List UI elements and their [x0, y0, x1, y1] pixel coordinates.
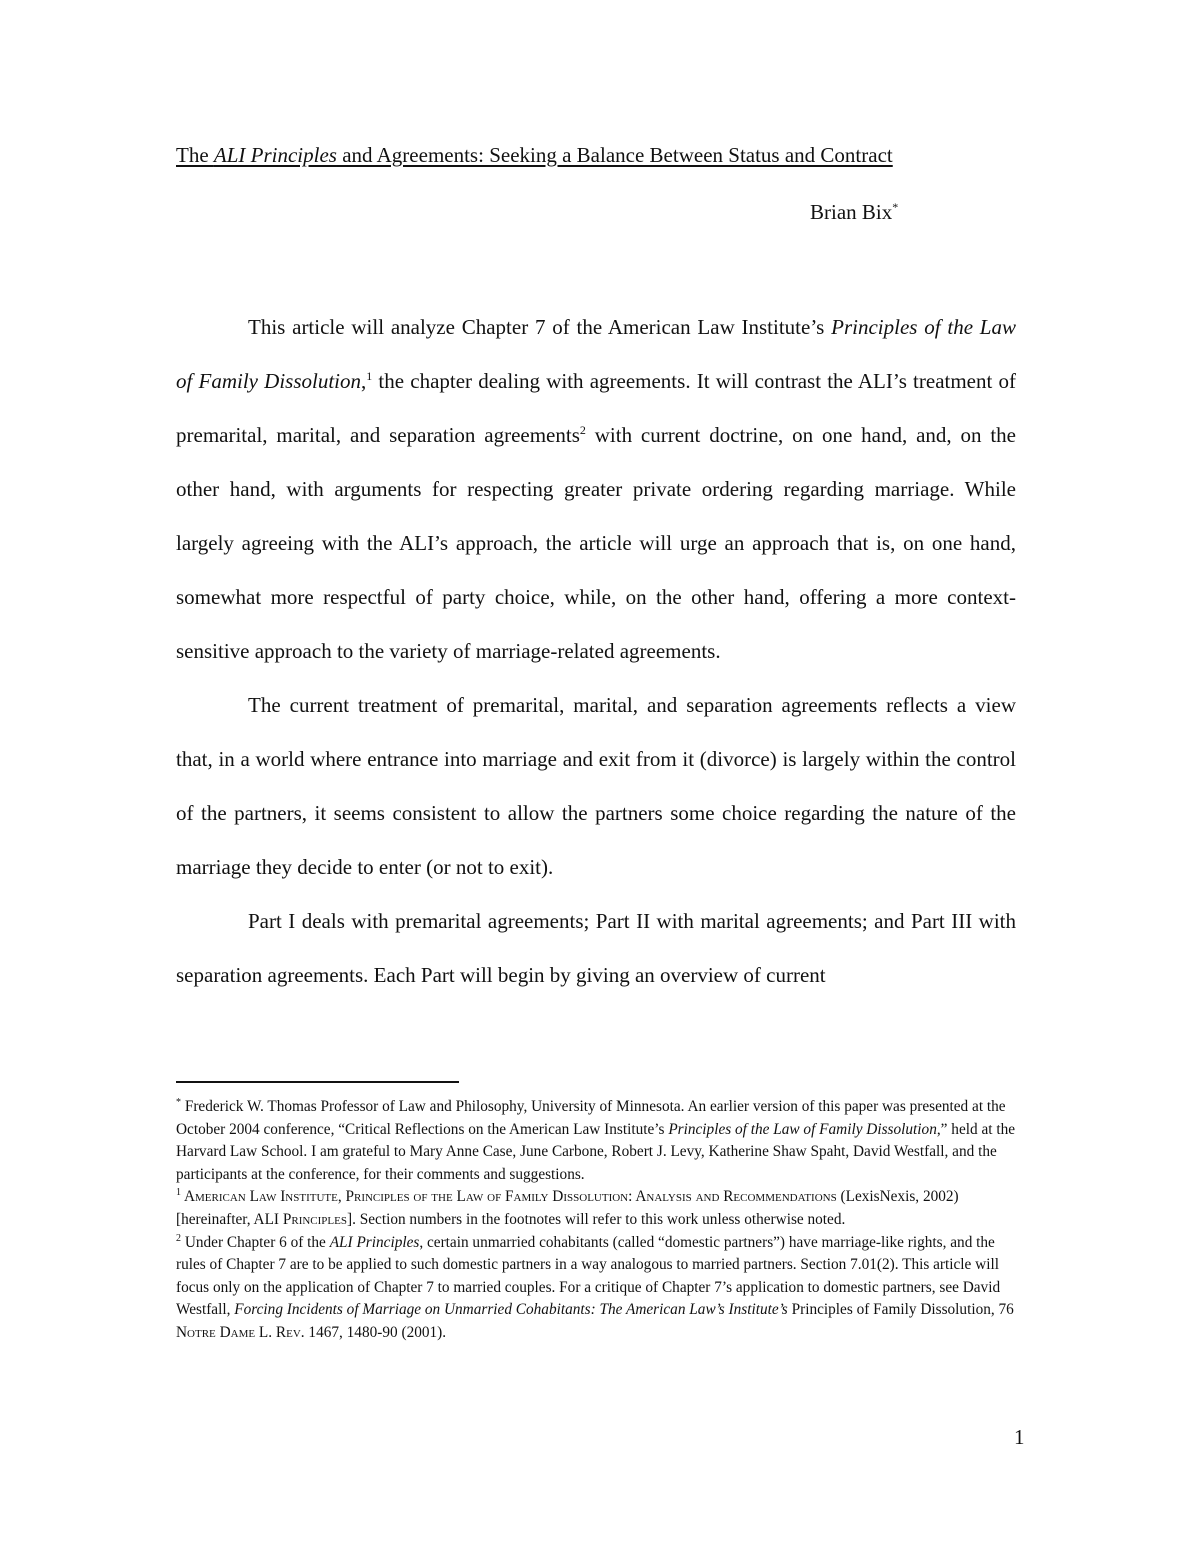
- title-suffix: and Agreements: Seeking a Balance Between Status and Contract: [336, 143, 893, 167]
- footnote-star-marker: *: [176, 1096, 181, 1108]
- author-line: [810, 198, 898, 226]
- footnote-star: * Frederick W. Thomas Professor of Law and Philosophy, University of Minnesota. An earlier version of this paper was presented at the October 2004 conference, “Critical Reflections on the American Law Institute’s Principles of the Law of Family Dissolution,” held at the Harvard Law School. I am grateful to Mary Anne Case, June Carbone, Robert J. Levy, Katherine Shaw Spaht, David Westfall, and the participants at the conference, for their comments and suggestions.: [176, 1096, 1016, 1183]
- footnote-ref-1[interactable]: 1: [366, 369, 373, 383]
- title-prefix: The: [176, 143, 214, 167]
- paragraph-2: The current treatment of premarital, marital, and separation agreements reflects a view that, in a world where entrance into marriage and exit from it (divorce) is largely within the control of the partners, it seems consistent to allow the partners some choice regarding the nature of the marriage they decide to enter (or not to exit).: [176, 693, 1016, 879]
- author-name: Brian Bix: [810, 200, 893, 224]
- footnotes: [176, 1096, 1024, 1345]
- title-italic: ALI Principles: [213, 143, 337, 167]
- body-text: [176, 300, 1016, 1002]
- footnote-1-marker: 1: [176, 1187, 181, 1199]
- footnote-2: $^2$ Under Chapter 6 of the ALI Principles, certain unmarried cohabitants (called “domestic partners”) have marriage-like rights, and the rules of Chapter 7 are to be applied to such domestic partners in a way analogous to married partners. Section 7.01(2). This article will focus only on the application of Chapter 7 to married couples. For a critique of Chapter 7’s application to domestic partners, see David Westfall, Forcing Incidents of Marriage on Unmarried Cohabitants: The American Law’s Institute’s Principles of Family Dissolution, 76 Notre Dame L. Rev. 1467, 1480-90 (2001).: [176, 1232, 1014, 1341]
- footnote-2-marker: 2: [176, 1232, 181, 1244]
- paragraph-1: This article will analyze Chapter 7 of the American Law Institute’s Principles of the Law of Family Dissolution,$^1$ the chapter dealing with agreements. It will contrast the ALI’s treatment of premarital, marital, and separation agreements$^2$ with current doctrine, on one hand, and, on the other hand, with arguments for respecting greater private ordering regarding marriage. While largely agreeing with the ALI’s approach, the article will urge an approach that is, on one hand, somewhat more respectful of party choice, while, on the other hand, offering a more context-sensitive approach to the variety of marriage-related agreements.: [176, 315, 1016, 663]
- footnote-1: $^1$ American Law Institute, Principles of the Law of Family Dissolution: Analysis and Recommendations (LexisNexis, 2002) [hereinafter, ALI Principles]. Section numbers in the footnotes will refer to this work unless otherwise noted.: [176, 1187, 959, 1228]
- footnote-ref-2[interactable]: 2: [579, 423, 586, 437]
- paragraph-3: Part I deals with premarital agreements; Part II with marital agreements; and Part III with separation agreements. Each Part will begin by giving an overview of current: [176, 909, 1016, 987]
- footnote-separator: [176, 1081, 459, 1083]
- page-number: 1: [1014, 1425, 1025, 1449]
- article-title: [176, 141, 1056, 169]
- author-footnote-marker[interactable]: *: [892, 200, 899, 214]
- principles-title-italic: Principles of the Law of Family Dissolution: [176, 315, 1016, 393]
